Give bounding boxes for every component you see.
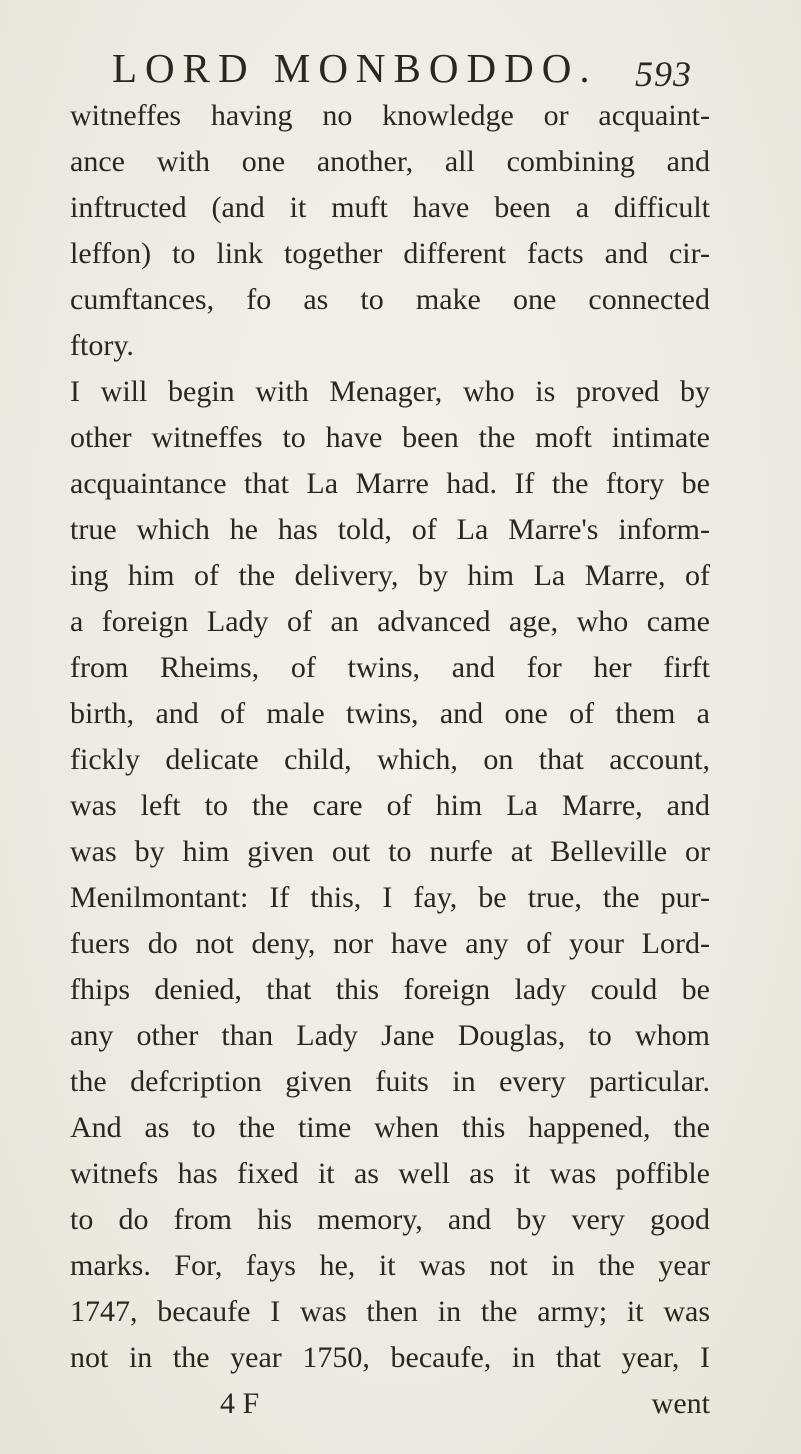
- text-line: any other than Lady Jane Douglas, to whom: [70, 1019, 710, 1052]
- text-line: fhips denied, that this foreign lady could be: [70, 973, 710, 1006]
- text-line: from Rheims, of twins, and for her firft: [70, 651, 710, 684]
- text-line: I will begin with Menager, who is proved by: [70, 375, 710, 408]
- text-line: true which he has told, of La Marre's inform-: [70, 513, 710, 546]
- text-line: fickly delicate child, which, on that account,: [70, 743, 710, 776]
- text-line: Menilmontant: If this, I fay, be true, the pur-: [70, 881, 710, 914]
- text-line: ance with one another, all combining and: [70, 145, 710, 178]
- text-line: And as to the time when this happened, the: [70, 1111, 710, 1144]
- text-line: ftory.: [70, 329, 134, 362]
- text-line: the defcription given fuits in every particular.: [70, 1065, 710, 1098]
- running-title: LORD MONBODDO.: [112, 45, 598, 91]
- text-line: birth, and of male twins, and one of them a: [70, 697, 710, 730]
- catchword: went: [651, 1387, 710, 1420]
- text-line: was by him given out to nurfe at Belleville or: [70, 835, 710, 868]
- text-line: 1747, becaufe I was then in the army; it was: [70, 1295, 710, 1328]
- text-line: leffon) to link together different facts and cir-: [70, 237, 710, 270]
- signature-mark: 4 F: [220, 1387, 260, 1420]
- running-head: [112, 44, 692, 92]
- text-line: acquaintance that La Marre had. If the ftory be: [70, 467, 710, 500]
- text-line: ing him of the delivery, by him La Marre, of: [70, 559, 710, 592]
- text-line: marks. For, fays he, it was not in the year: [70, 1249, 710, 1282]
- text-line: other witneffes to have been the moft intimate: [70, 421, 710, 454]
- text-line: witneffes having no knowledge or acquaint-: [70, 99, 710, 132]
- catchline: [70, 1384, 710, 1424]
- text-line: not in the year 1750, becaufe, in that year, I: [70, 1341, 710, 1374]
- text-line: was left to the care of him La Marre, and: [70, 789, 710, 822]
- text-line: inftructed (and it muft have been a difficult: [70, 191, 710, 224]
- text-line: witnefs has fixed it as well as it was poffible: [70, 1157, 710, 1190]
- text-line: fuers do not deny, nor have any of your Lord-: [70, 927, 710, 960]
- text-line: cumftances, fo as to make one connected: [70, 283, 710, 316]
- page-number: 593: [635, 54, 692, 94]
- text-line: to do from his memory, and by very good: [70, 1203, 710, 1236]
- text-line: a foreign Lady of an advanced age, who came: [70, 605, 710, 638]
